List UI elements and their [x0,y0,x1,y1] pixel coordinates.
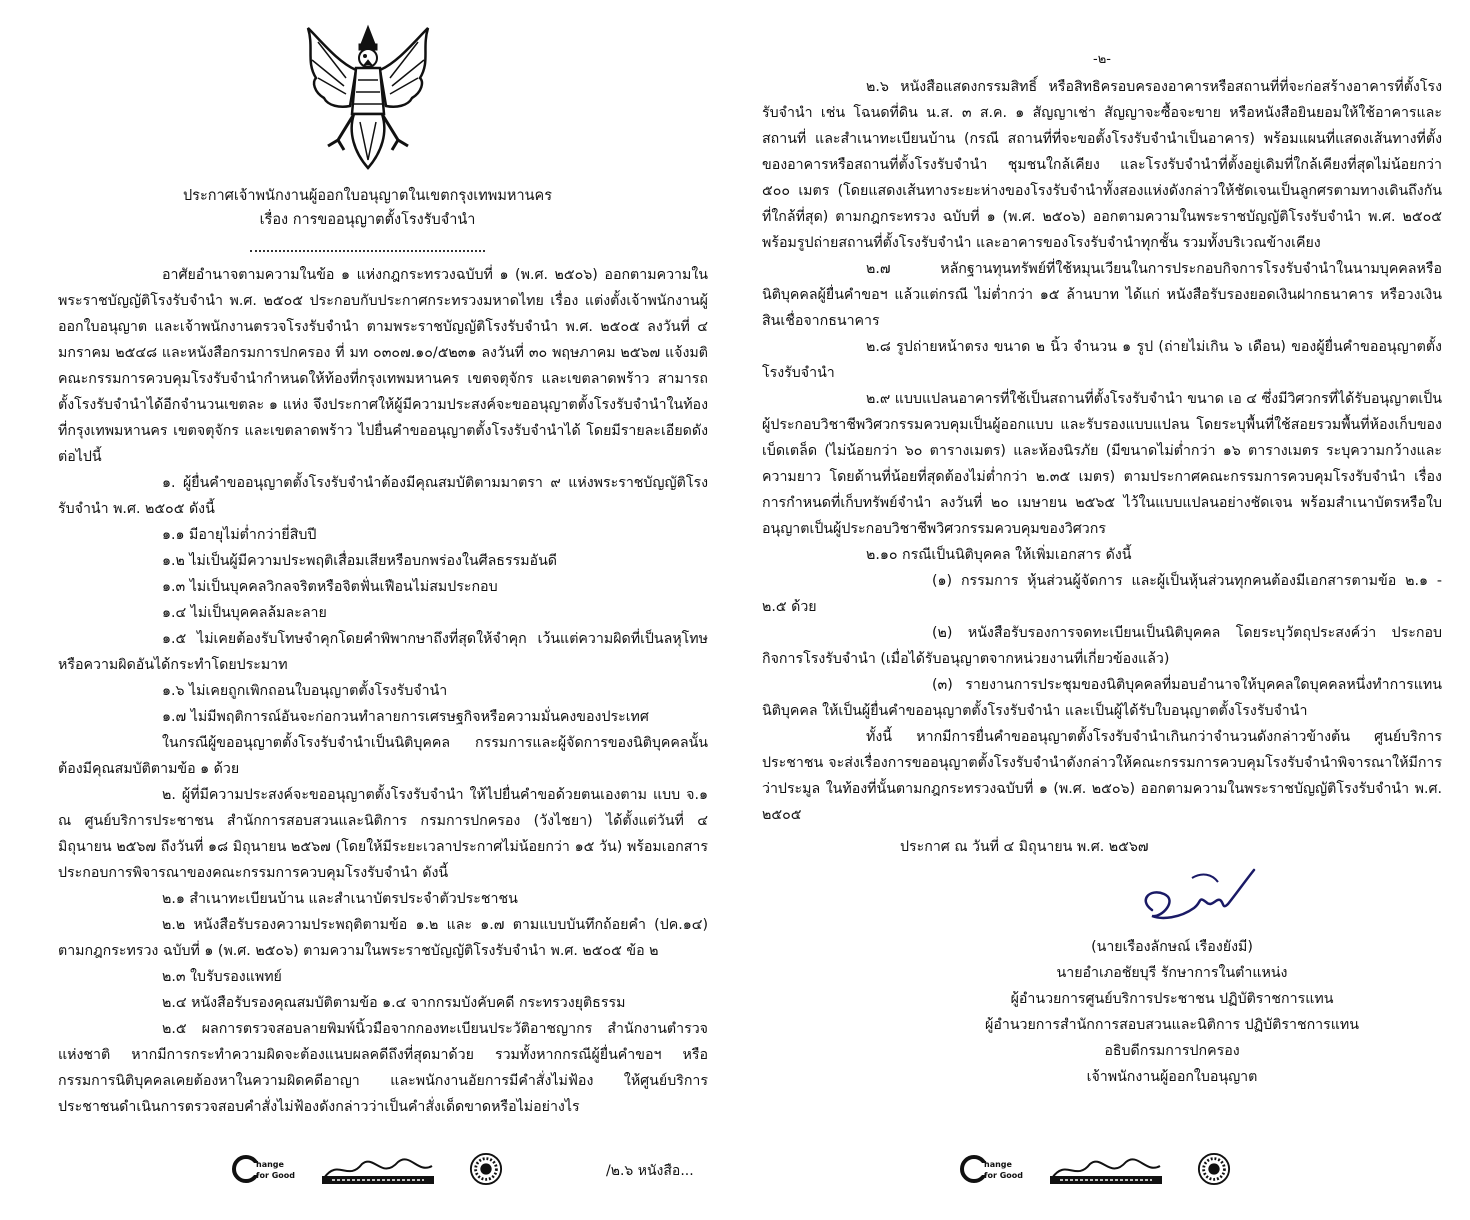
signatory-title: ผู้อำนวยการสำนักการสอบสวนและนิติการ ปฏิบัติราชการแทน [985,1017,1359,1033]
page1-body [58,262,708,1120]
list-item: ๒.๓ ใบรับรองแพทย์ [162,969,282,985]
page-number: -๒- [1093,52,1111,67]
handwritten-signature-icon [1132,860,1262,930]
document-page-2 [735,0,1470,1220]
department-signature-logo-icon [318,1152,438,1186]
list-item: ๑.๔ ไม่เป็นบุคคลล้มละลาย [162,605,327,621]
list-item: ๒.๘ รูปถ่ายหน้าตรง ขนาด ๒ นิ้ว จำนวน ๑ รูป (ถ่ายไม่เกิน ๖ เดือน) ของผู้ยื่นคำขออนุญาตตั้งโรงรับจำนำ [762,339,1442,381]
paragraph: ทั้งนี้ หากมีการยื่นคำขออนุญาตตั้งโรงรับจำนำเกินกว่าจำนวนดังกล่าวข้างต้น ศูนย์บริการประชาชน จะส่งเรื่องการขออนุญาตตั้งโรงรับจำนำดังกล่าวให้คณะกรรมการควบคุมโรงรับจำนำพิจารณาให้มีการว่าประมูล ในท้องที่นั้นตามกฎกระทรวงฉบับที่ ๑ (พ.ศ. ๒๕๐๖) ออกตามความในพระราชบัญญัติโรงรับจำนำ พ.ศ. ๒๕๐๕ [762,729,1442,823]
page2-footer-logos [960,1152,1230,1188]
sub-list-item: (๑) กรรมการ หุ้นส่วนผู้จัดการ และผู้เป็นหุ้นส่วนทุกคนต้องมีเอกสารตามข้อ ๒.๑ - ๒.๕ ด้วย [762,573,1442,615]
sub-list-item: (๓) รายงานการประชุมของนิติบุคคลที่มอบอำนาจให้บุคคลใดบุคคลหนึ่งทำการแทนนิติบุคคล ให้เป็นผู้ยื่นคำขออนุญาตตั้งโรงรับจำนำ และเป็นผู้ได้รับใบอนุญาตตั้งโรงรับจำนำ [762,677,1442,719]
logo-text-top: hange [256,1160,284,1169]
list-item: ๑.๑ มีอายุไม่ต่ำกว่ายี่สิบปี [162,527,317,543]
list-item: ๒.๗ หลักฐานทุนทรัพย์ที่ใช้หมุนเวียนในการประกอบกิจการโรงรับจำนำในนามบุคคลหรือนิติบุคคลผู้ยื่นคำขอฯ แล้วแต่กรณี ไม่ต่ำกว่า ๑๕ ล้านบาท ได้แก่ หนังสือรับรองยอดเงินฝากธนาคาร หรือวงเงินสินเชื่อจากธนาคาร [762,261,1442,329]
paragraph: ในกรณีผู้ขออนุญาตตั้งโรงรับจำนำเป็นนิติบุคคล กรรมการและผู้จัดการของนิติบุคคลนั้นต้องมีคุณสมบัติตามข้อ ๑ ด้วย [58,735,708,777]
page1-footer-logos [232,1152,702,1188]
list-item: ๑.๒ ไม่เป็นผู้มีความประพฤติเสื่อมเสียหรือบกพร่องในศีลธรรมอันดี [162,553,557,569]
list-item: ๑.๓ ไม่เป็นบุคคลวิกลจริตหรือจิตฟั่นเฟือนไม่สมประกอบ [162,579,498,595]
signature-area [762,860,1442,934]
department-seal-icon [1196,1152,1232,1186]
change-for-good-logo-icon [232,1152,312,1186]
announcement-date: ประกาศ ณ วันที่ ๔ มิถุนายน พ.ศ. ๒๕๖๗ [900,839,1149,855]
announcement-subject: เรื่อง การขออนุญาตตั้งโรงรับจำนำ [259,212,476,228]
signatory-title: เจ้าพนักงานผู้ออกใบอนุญาต [1086,1069,1258,1085]
list-item: ๒.๑๐ กรณีเป็นนิติบุคคล ให้เพิ่มเอกสาร ดังนี้ [866,547,1132,563]
page2-body [762,52,1442,1090]
garuda-emblem-icon [298,22,438,172]
signatory-title: อธิบดีกรมการปกครอง [1104,1043,1240,1059]
list-item: ๒.๒ หนังสือรับรองความประพฤติตามข้อ ๑.๒ และ ๑.๗ ตามแบบบันทึกถ้อยคำ (ปค.๑๔) ตามกฎกระทรวง ฉบับที่ ๑ (พ.ศ. ๒๕๐๖) ตามความในพระราชบัญญัติโรงรับจำนำ พ.ศ. ๒๕๐๕ ข้อ ๒ [58,917,708,959]
list-item: ๒.๖ หนังสือแสดงกรรมสิทธิ์ หรือสิทธิครอบครองอาคารหรือสถานที่ที่จะก่อสร้างอาคารที่ตั้งโรงรับจำนำ เช่น โฉนดที่ดิน น.ส. ๓ ส.ค. ๑ สัญญาเช่า สัญญาจะซื้อจะขาย หรือหนังสือยินยอมให้ใช้อาคารและสถานที่ และสำเนาทะเบียนบ้าน (กรณี สถานที่ที่จะขอตั้งโรงรับจำนำเป็นอาคาร) พร้อมแผนที่แสดงเส้นทางที่ตั้งของอาคารหรือสถานที่ตั้งโรงรับจำนำ ชุมชนใกล้เคียง และโรงรับจำนำที่ตั้งอยู่เดิมที่ใกล้เคียงที่สุดไม่น้อยกว่า ๕๐๐ เมตร (โดยแสดงเส้นทางระยะห่างของโรงรับจำนำทั้งสองแห่งดังกล่าวให้ชัดเจนเป็นลูกศรตามทางเดินถึงกันที่ใกล้ที่สุด) ตามกฎกระทรวง ฉบับที่ ๑ (พ.ศ. ๒๕๐๖) ออกตามความในพระราชบัญญัติโรงรับจำนำ พ.ศ. ๒๕๐๕ พร้อมรูปถ่ายสถานที่ตั้งโรงรับจำนำ และอาคารของโรงรับจำนำทุกชั้น รวมทั้งบริเวณข้างเคียง [762,79,1442,251]
signatory-name: (นายเรืองลักษณ์ เรืองยังมี) [1091,939,1253,955]
sub-list-item: (๒) หนังสือรับรองการจดทะเบียนเป็นนิติบุคคล โดยระบุวัตถุประสงค์ว่า ประกอบกิจการโรงรับจำนำ (เมื่อได้รับอนุญาตจากหน่วยงานที่เกี่ยวข้องแล้ว) [762,625,1442,667]
title-separator [250,250,485,252]
signatory-title: ผู้อำนวยการศูนย์บริการประชาชน ปฏิบัติราชการแทน [1010,991,1334,1007]
list-item: ๑.๕ ไม่เคยต้องรับโทษจำคุกโดยคำพิพากษาถึงที่สุดให้จำคุก เว้นแต่ความผิดที่เป็นลหุโทษหรือความผิดอันได้กระทำโดยประมาท [58,631,708,673]
next-page-marker: /๒.๖ หนังสือ... [606,1163,694,1179]
logo-text-bottom: for Good [984,1171,1023,1180]
list-item: ๒.๕ ผลการตรวจสอบลายพิมพ์นิ้วมือจากกองทะเบียนประวัติอาชญากร สำนักงานตำรวจแห่งชาติ หากมีการกระทำความผิดจะต้องแนบผลคดีถึงที่สุดมาด้วย รวมทั้งหากกรณีผู้ยื่นคำขอฯ หรือกรรมการนิติบุคคลเคยต้องหาในความผิดคดีอาญา และพนักงานอัยการมีคำสั่งไม่ฟ้อง ให้ศูนย์บริการประชาชนดำเนินการตรวจสอบคำสั่งไม่ฟ้องดังกล่าวว่าเป็นคำสั่งเด็ดขาดหรือไม่อย่างไร [58,1021,708,1115]
paragraph: อาศัยอำนาจตามความในข้อ ๑ แห่งกฎกระทรวงฉบับที่ ๑ (พ.ศ. ๒๕๐๖) ออกตามความในพระราชบัญญัติโรงรับจำนำ พ.ศ. ๒๕๐๕ ประกอบกับประกาศกระทรวงมหาดไทย เรื่อง แต่งตั้งเจ้าพนักงานผู้ออกใบอนุญาต และเจ้าพนักงานตรวจโรงรับจำนำ ตามพระราชบัญญัติโรงรับจำนำ พ.ศ. ๒๕๐๕ ลงวันที่ ๔ มกราคม ๒๕๔๘ และหนังสือกรมการปกครอง ที่ มท ๐๓๐๗.๑๐/๕๒๓๑ ลงวันที่ ๓๐ พฤษภาคม ๒๕๖๗ แจ้งมติคณะกรรมการควบคุมโรงรับจำนำกำหนดให้ท้องที่กรุงเทพมหานคร เขตจตุจักร และเขตลาดพร้าว สามารถตั้งโรงรับจำนำได้อีกจำนวนเขตละ ๑ แห่ง จึงประกาศให้ผู้มีความประสงค์จะขออนุญาตตั้งโรงรับจำนำในท้องที่กรุงเทพมหานคร เขตจตุจักร และเขตลาดพร้าว ไปยื่นคำขออนุญาตตั้งโรงรับจำนำได้ โดยมีรายละเอียดดังต่อไปนี้ [58,267,708,465]
list-item: ๒.๙ แบบแปลนอาคารที่ใช้เป็นสถานที่ตั้งโรงรับจำนำ ขนาด เอ ๔ ซึ่งมีวิศวกรที่ได้รับอนุญาตเป็นผู้ประกอบวิชาชีพวิศวกรรมควบคุมเป็นผู้ออกแบบ และรับรองแบบแปลน โดยระบุพื้นที่ใช้สอยรวมพื้นที่ห้องเก็บของเบ็ดเตล็ด (ไม่น้อยกว่า ๖๐ ตารางเมตร) และห้องนิรภัย (มีขนาดไม่ต่ำกว่า ๑๖ ตารางเมตร ระบุความกว้างและความยาว โดยด้านที่น้อยที่สุดต้องไม่ต่ำกว่า ๒.๓๕ เมตร) ตามประกาศคณะกรรมการควบคุมโรงรับจำนำ เรื่อง การกำหนดที่เก็บทรัพย์จำนำ ลงวันที่ ๒๐ เมษายน ๒๕๖๕ ไว้ในแบบแปลนอย่างชัดเจน พร้อมสำเนาบัตรหรือใบอนุญาตเป็นผู้ประกอบวิชาชีพวิศวกรรมควบคุมของวิศวกร [762,391,1442,537]
logo-text-top: hange [984,1160,1012,1169]
paragraph: ๒. ผู้ที่มีความประสงค์จะขออนุญาตตั้งโรงรับจำนำ ให้ไปยื่นคำขอด้วยตนเองตาม แบบ จ.๑ ณ ศูนย์บริการประชาชน สำนักการสอบสวนและนิติการ กรมการปกครอง (วังไชยา) ได้ตั้งแต่วันที่ ๔ มิถุนายน ๒๕๖๗ ถึงวันที่ ๑๘ มิถุนายน ๒๕๖๗ (โดยให้มีระยะเวลาประกาศไม่น้อยกว่า ๑๕ วัน) พร้อมเอกสารประกอบการพิจารณาของคณะกรรมการควบคุมโรงรับจำนำ ดังนี้ [58,787,708,881]
signatory-title: นายอำเภอชัยบุรี รักษาการในตำแหน่ง [1056,965,1288,981]
announcement-title: ประกาศเจ้าพนักงานผู้ออกใบอนุญาตในเขตกรุงเทพมหานคร [182,188,553,204]
paragraph: ๑. ผู้ยื่นคำขออนุญาตตั้งโรงรับจำนำต้องมีคุณสมบัติตามมาตรา ๙ แห่งพระราชบัญญัติโรงรับจำนำ พ.ศ. ๒๕๐๕ ดังนี้ [58,475,708,517]
department-signature-logo-icon [1046,1152,1166,1186]
list-item: ๒.๔ หนังสือรับรองคุณสมบัติตามข้อ ๑.๔ จากกรมบังคับคดี กระทรวงยุติธรรม [162,995,626,1011]
department-seal-icon [468,1152,504,1186]
logo-text-bottom: for Good [256,1171,295,1180]
list-item: ๑.๖ ไม่เคยถูกเพิกถอนใบอนุญาตตั้งโรงรับจำนำ [162,683,448,699]
list-item: ๒.๑ สำเนาทะเบียนบ้าน และสำเนาบัตรประจำตัวประชาชน [162,891,518,907]
list-item: ๑.๗ ไม่มีพฤติการณ์อันจะก่อกวนทำลายการเศรษฐกิจหรือความมั่นคงของประเทศ [162,709,649,725]
change-for-good-logo-icon [960,1152,1040,1186]
signatory-block [762,934,1442,1090]
